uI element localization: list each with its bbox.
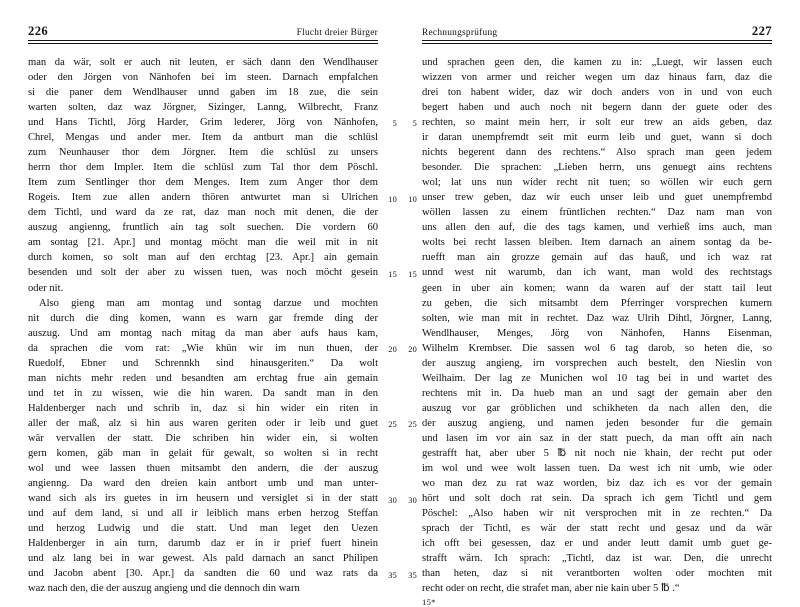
line-text: rechtens mit in. Da hueb man an und sagt der gemain aber den [422,387,772,399]
line-text: wand sich als irs guetes in irn heusern und versiglet si in der statt [28,493,378,505]
line-text: angienng. Da ward den dreien kain antbort umb und man unter- [28,478,378,490]
text-line [28,220,378,235]
line-text: besenden und solt der aber zu wissen tuen, was noch möcht gesein [28,267,378,279]
text-line [28,566,397,581]
running-head-right [422,24,772,38]
line-text: auszug vor gar gröblichen und schikheten da nach allen den, die [422,402,772,414]
line-text: Item zum Sentlinger thor dem Menges. Item zum Anger thor dem [28,177,378,189]
line-text: am sontag [21. Apr.] und montag möcht man die weil mit in nit [28,237,378,249]
line-number: 35 [388,570,397,580]
text-line [28,401,378,416]
text-line [422,521,772,536]
text-line [28,160,378,175]
text-line [28,521,378,536]
line-number: 30 [408,495,417,505]
text-line [422,145,772,160]
text-line [422,235,772,250]
line-text: zu geben, die sich mitsambt dem Pferringer vorsprechen kumern [422,297,772,309]
line-text: Chrel, Mengas und ander mer. Item da antburt man die schlüsl [28,132,378,144]
text-line [422,551,772,566]
line-text: man da wär, solt er auch nit leuten, er säch dann den Wendlhauser [28,56,378,68]
line-text: begert haben und auch noch nit begern dann der guete oder des [422,101,772,113]
line-text: auszug angienng, fruntlich ain tag solt suechen. Die vordern 60 [28,222,378,234]
line-text: waz nach den, die der auszug angieng und die dennoch din warn [28,583,300,595]
text-line [422,401,772,416]
line-text: Rogeis. Item zue allen andern thören antwurtet man si Ulrichen [28,192,378,204]
text-line [28,55,378,70]
line-text: ir daran unempfremdt seit mit eurm leib und guet, wann si doch [422,132,772,144]
line-number: 20 [408,345,417,355]
line-number: 15 [388,269,397,279]
line-text: und sprachen geen den, die kamen zu in: „Luegt, wir lassen euch [422,56,772,68]
line-number: 15 [408,269,417,279]
text-line [422,506,772,521]
text-line [422,311,772,326]
line-text: ruefft man ain grozze gemain auf das hauß, und ich waz rat [422,252,772,264]
text-line [28,476,378,491]
line-text: oder den Jörgen von Nänhofen bei im steen. Darnach empfalchen [28,71,378,83]
line-text: herrn thor dem Impler. Item die schlüsl zum Tal thor dem Pöschl. [28,162,378,174]
line-text: der auszug angieng, und namen jeden besonder fur die gemain [422,417,772,429]
line-text: si die paner dem Wendlhauser unnd gaben im 18 zue, die sein [28,86,378,98]
text-line [408,265,772,280]
text-line [28,281,378,296]
line-number: 25 [408,420,417,430]
running-title-left: Flucht dreier Bürger [296,28,378,38]
text-line [408,566,772,581]
line-text: recht oder on recht, die strafet man, aber nie kain uber 5 ℔ .“ [422,583,680,595]
text-line [28,130,378,145]
text-line [422,356,772,371]
line-text: und auf dem land, si und all ir leiblich mans erben herzog Steffan [28,508,378,520]
running-title-right: Rechnungsprüfung [422,28,498,38]
text-line [28,356,378,371]
line-text: und herzog Ludwig und die statt. Und man leget den Uezen [28,523,378,535]
text-line [28,386,378,401]
text-line [28,265,397,280]
text-line [408,341,772,356]
text-line [422,160,772,175]
text-line [422,250,772,265]
text-line [422,371,772,386]
line-text: da sprachen die vom rat: „Wie khün wir im nun thuen, der [28,342,378,354]
line-number: 25 [388,420,397,430]
text-line [408,491,772,506]
line-text: Haldenberger in ain turn, darumb daz er in ir prief fuert hinein [28,538,378,550]
text-line [28,115,397,130]
line-text: durch komen, so solt man auf den erchtag [23. Apr.] ain gemain [28,252,378,264]
line-text: im wol und wee wolt lassen tuen. Da west ich nit umb, wie oder [422,463,772,475]
line-text: wol; lat uns nun wider recht nit tuen; so wöllen wir euch gern [422,177,772,189]
text-line [422,431,772,446]
line-text: uns allen den auf, die des tags kamen, und verhieß ims auch, man [422,222,772,234]
line-text: geen in uber ain komen; wann da waren auf der statt tail leut [422,282,772,294]
line-number: 35 [408,570,417,580]
line-text: und lasen im vor ain saz in der statt puech, da man offt ain nach [422,432,772,444]
header-rule-left [28,40,378,44]
line-text: drei ton habent wider, daz wir doch anders von in und von euch [422,86,772,98]
line-number: 5 [412,119,417,129]
line-text: Ruedolf, Ebner und Schrennkh sind hinausgeriten.“ Da wolt [28,357,378,369]
line-number: 10 [388,194,397,204]
line-text: Pöschel: „Also haben wir nit versprochen mit in ze rechten.“ Da [422,508,772,520]
text-line [422,581,772,596]
body-text-left [28,55,397,597]
line-text: der auszug angieng, irn vorsprechen auch bestelt, den Nieslin von [422,357,772,369]
line-text: und Jacobn abent [30. Apr.] da sandten die 60 und waz rats da [28,568,378,580]
text-line [28,506,378,521]
text-line [28,431,378,446]
text-line [28,85,378,100]
text-line [28,491,397,506]
line-text: nit durch die ding komen, wann es warn gar fremde ding der [28,312,378,324]
text-line [28,446,378,461]
line-text: ich offt bei gesessen, daz er und ander leutt damit umb guet ge- [422,538,772,550]
text-line [28,311,378,326]
line-text: nichts begerent dann des rechtens.“ Also sprach man geen jedem [422,147,772,159]
line-text: gern komen, gäb man in gelait für gewalt, so wolten si in recht [28,448,378,460]
page-left [0,0,400,595]
text-line [422,296,772,311]
line-text: besonder. Die sprachen: „Lieben herrn, uns genuegt ains rechtens [422,162,772,174]
line-text: solten, wie man mit in rechtet. Daz waz Ulrih Dihtl, Jörgner, Lanng, [422,312,772,324]
line-number: 20 [388,345,397,355]
text-line [28,341,397,356]
line-text: hört und solt doch rat sein. Da sprach ich gem Tichtl und gem [422,493,772,505]
line-text: Wilhelm Krembser. Die sassen wol 6 tag darob, so heten die, so [422,342,772,354]
text-line [422,461,772,476]
line-text: und alz lang bei in war gewest. Als pald darnach an sanct Philipen [28,553,378,565]
line-text: zum Neunhauser thor dem Jörgner. Item die schlüsl zu unsers [28,147,378,159]
line-text: Also gieng man am montag und sontag darzue und mochten [39,297,378,309]
text-line [28,296,378,311]
text-line [28,461,378,476]
text-line [422,220,772,235]
text-line [28,190,397,205]
text-line [28,145,378,160]
body-text-right [408,55,772,597]
line-text: than heten, daz si nit verantborten wolten oder mochten mit [422,568,772,580]
line-text: oder nit. [28,282,64,294]
text-line [422,326,772,341]
folio-number-right: 227 [751,24,772,38]
text-line [408,416,772,431]
line-text: und Hans Tichtl, Jörg Harder, Grim lederer, Jörg von Nänhofen, [28,116,378,128]
line-text: dem Tichtl, und ward da ze rat, daz man noch mit denen, die der [28,207,378,219]
line-text: wol und wee lassen thuen mitsambt den andern, die der auszug [28,463,378,475]
text-line [28,175,378,190]
line-text: unnd west nit warumb, dan ich want, man wold des rechtstags [422,267,772,279]
line-number: 30 [388,495,397,505]
line-text: unser trew geben, daz wir euch unser leib und guet unempfrembd [422,192,772,204]
line-text: Haldenberger nach und schrib in, daz si hin wider ein riten in [28,402,378,414]
line-text: man nichts mehr reden und besandten am erchtag frue ain gemain [28,372,378,384]
line-number: 10 [408,194,417,204]
text-line [28,581,378,596]
text-line [422,85,772,100]
line-number: 5 [392,119,397,129]
signature-mark: 15* [422,597,436,607]
line-text: und tet in zu wissen, wie die hin waren. Da sandt man in den [28,387,378,399]
text-line [422,386,772,401]
line-text: Wendlhauser, Menges, Jörg von Nänhofen, Hanns Eisenman, [422,327,772,339]
text-line [28,235,378,250]
line-text: warten solten, daz waz Jörgner, Sizinger, Lanng, Wilbrecht, Franz [28,101,378,113]
text-line [422,446,772,461]
line-text: wizzen von armer und reicher wegen um daz hinaus farn, daz die [422,71,772,83]
line-text: strafft wärn. Ich sprach: „Tichtl, daz ist war. Den, die unrecht [422,553,772,565]
line-text: rechten, so maint mein herr, ir solt eur trew an aids geben, daz [422,116,772,128]
line-text: wöllen lassen zu einem früntlichen rechten.“ Daz nam man von [422,207,772,219]
folio-number-left: 226 [28,24,49,38]
text-line [28,205,378,220]
text-line [422,70,772,85]
running-head-left [28,24,378,38]
line-text: Weilhaim. Der lag ze Munichen wol 10 tag bei in und wartet des [422,372,772,384]
line-text: sprach der Tichtl, es wär der statt recht und gesaz und da wär [422,523,772,535]
text-line [422,55,772,70]
line-text: wo man dez zu rat waz worden, biz daz ich es vor der gemain [422,478,772,490]
text-line [28,326,378,341]
text-line [422,205,772,220]
line-text: gestrafft hat, aber uber 5 ℔ nit noch nie khain, der recht put oder [422,448,772,460]
text-line [28,371,378,386]
line-text: wär vervallen der statt. Die schriben hin wider ein, si wolten [28,432,378,444]
text-line [422,130,772,145]
line-text: wolts bei recht lassen bleiben. Item darnach an ainem sontag da be- [422,237,772,249]
line-text: aller der maß, alz si hin aus waren geriten oder ir leib und guet [28,417,378,429]
text-line [422,536,772,551]
page-right [400,0,800,607]
text-line [28,551,378,566]
text-line [28,250,378,265]
text-line [422,281,772,296]
text-line [28,536,378,551]
text-line [28,70,378,85]
text-line [422,476,772,491]
text-line [422,100,772,115]
line-text: auszug. Und am montag nach mitag da man aber aufs haus kam, [28,327,378,339]
text-line [28,100,378,115]
header-rule-right [422,40,772,44]
text-line [28,416,397,431]
text-line [408,190,772,205]
text-line [412,115,772,130]
text-line [422,175,772,190]
